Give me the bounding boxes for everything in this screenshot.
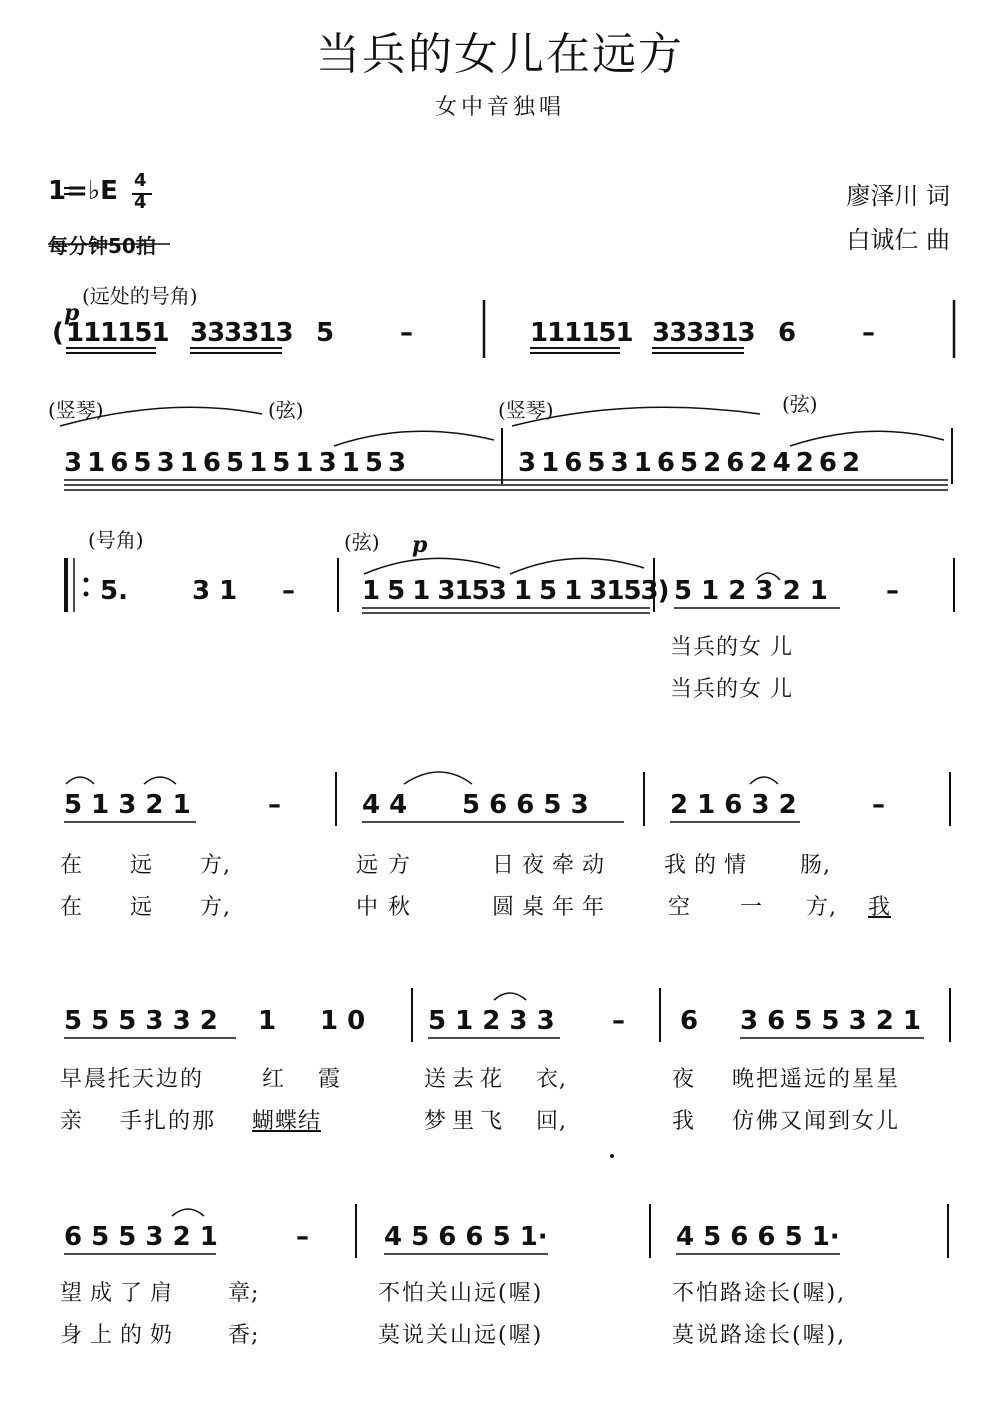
dash: – bbox=[862, 318, 875, 348]
note: 1 bbox=[258, 1006, 277, 1036]
composer-credit: 白诚仁 曲 bbox=[846, 226, 950, 254]
time-signature-bottom: 4 bbox=[134, 192, 147, 213]
lyric-word: 圆桌年年 bbox=[492, 895, 613, 920]
note-group: 5 5 5 3 3 2 bbox=[64, 1006, 218, 1036]
song-title: 当兵的女儿在远方 bbox=[316, 29, 684, 80]
lyric-word: 在 bbox=[60, 895, 84, 920]
lyric-word: 夜 bbox=[672, 1067, 696, 1092]
lyric-word: 红 bbox=[262, 1067, 286, 1092]
note-group: 3 1 6 5 3 1 6 5 2 6 2 4 2 6 2 bbox=[518, 448, 859, 478]
note-group: 2 1 6 3 2 bbox=[670, 790, 797, 820]
lyric-word: 亲 bbox=[60, 1109, 84, 1134]
lyric-word: 一 bbox=[740, 895, 764, 920]
note-group: 5 6 6 5 3 bbox=[462, 790, 589, 820]
lyricist-credit: 廖泽川 词 bbox=[846, 182, 950, 210]
lyric-word: 望成了肩 bbox=[60, 1281, 181, 1306]
note-group: 111151 bbox=[66, 318, 169, 348]
lyric-word: 空 bbox=[668, 895, 692, 920]
note-group: 3 6 5 5 3 2 1 bbox=[740, 1006, 921, 1036]
note-group: 3 1 bbox=[192, 576, 238, 606]
instrument-annotation: (弦) bbox=[344, 530, 380, 554]
lyric-word: 不怕路途长(喔), bbox=[672, 1281, 847, 1306]
note: 6 bbox=[778, 318, 797, 348]
lyric-word: 日夜牵动 bbox=[492, 853, 613, 878]
lyric-word: 香; bbox=[228, 1323, 260, 1348]
lyric-word: 梦里飞 bbox=[424, 1109, 509, 1134]
instrument-annotation: (竖琴) bbox=[498, 398, 554, 422]
lyric-word: 远 bbox=[130, 853, 154, 878]
note-group: 6 5 5 3 2 1 bbox=[64, 1222, 218, 1252]
lyric-word: 衣, bbox=[536, 1067, 567, 1092]
instrument-annotation: (号角) bbox=[88, 528, 144, 552]
lyric-word: 蝴蝶结 bbox=[252, 1109, 322, 1134]
dash: – bbox=[872, 790, 885, 820]
dynamic-marking: p bbox=[64, 300, 80, 326]
dynamic-marking: p bbox=[412, 532, 428, 558]
lyric-word: 章; bbox=[228, 1281, 260, 1306]
lyric-word: 不怕关山远(喔) bbox=[378, 1281, 544, 1306]
lyric-word: 手扎的那 bbox=[120, 1109, 217, 1134]
note-group: 3 1 6 5 3 1 6 5 1 5 1 3 1 5 3 bbox=[64, 448, 405, 478]
note-group: 111151 bbox=[530, 318, 633, 348]
paren-open: ( bbox=[52, 318, 64, 348]
instrument-annotation: (弦) bbox=[782, 392, 818, 416]
lyric-word: 身上的奶 bbox=[60, 1323, 181, 1348]
lyric-word: 莫说路途长(喔), bbox=[672, 1323, 847, 1348]
dash: – bbox=[268, 790, 281, 820]
note-group: 333313 bbox=[652, 318, 755, 348]
lyric-word: 肠, bbox=[800, 853, 831, 878]
note-group: 4 5 6 6 5 1· bbox=[676, 1222, 840, 1252]
note-group: 5 1 3 2 1 bbox=[64, 790, 191, 820]
lyric-word: 方, bbox=[200, 895, 231, 920]
lyric-word: 远方 bbox=[356, 853, 421, 878]
lyric-word: 远 bbox=[130, 895, 154, 920]
note: 6 bbox=[680, 1006, 699, 1036]
song-subtitle: 女中音独唱 bbox=[434, 95, 565, 120]
dash: – bbox=[400, 318, 413, 348]
lyric-word: 在 bbox=[60, 853, 84, 878]
instrument-annotation: (远处的号角) bbox=[82, 284, 198, 308]
note-group: 1 0 bbox=[320, 1006, 366, 1036]
lyric-line-1: 当兵的女 儿 bbox=[670, 635, 793, 660]
lyric-word: 我 bbox=[672, 1109, 696, 1134]
key-signature: 1=♭E bbox=[48, 176, 118, 206]
dash: – bbox=[282, 576, 295, 606]
lyric-word: 晚把遥远的星星 bbox=[732, 1067, 901, 1092]
lyric-word: 莫说关山远(喔) bbox=[378, 1323, 544, 1348]
lyric-word: 方, bbox=[806, 895, 837, 920]
note-group: 4 5 6 6 5 1· bbox=[384, 1222, 548, 1252]
lyric-word: 霞 bbox=[318, 1067, 342, 1092]
instrument-annotation: (竖琴) bbox=[48, 398, 104, 422]
lyric-line-2: 当兵的女 儿 bbox=[670, 677, 793, 702]
note-group: 333313 bbox=[190, 318, 293, 348]
lyric-word: 方, bbox=[200, 853, 231, 878]
time-signature-top: 4 bbox=[134, 170, 147, 191]
dash: – bbox=[886, 576, 899, 606]
tempo-marking: 每分钟50拍 bbox=[48, 234, 156, 258]
note: 5. bbox=[100, 576, 128, 606]
lyric-word: 早晨托天边的 bbox=[60, 1067, 205, 1092]
note-group: 4 4 bbox=[362, 790, 408, 820]
note-group: 5 1 2 3 3 bbox=[428, 1006, 555, 1036]
lyric-word: 我的情 bbox=[664, 853, 755, 878]
lyric-word: 仿佛又闻到女儿 bbox=[732, 1109, 901, 1134]
note: 5 bbox=[316, 318, 335, 348]
dash: – bbox=[296, 1222, 309, 1252]
note-group: 5 1 2 3 2 1 bbox=[674, 576, 828, 606]
lyric-word: 我 bbox=[868, 895, 892, 920]
dash: – bbox=[612, 1006, 625, 1036]
lyric-word: 回, bbox=[536, 1109, 567, 1134]
lyric-word: 中秋 bbox=[356, 895, 421, 920]
instrument-annotation: (弦) bbox=[268, 398, 304, 422]
lyric-word: 送去花 bbox=[424, 1067, 509, 1092]
note-group: 1 5 1 3153 1 5 1 3153) bbox=[362, 576, 669, 606]
